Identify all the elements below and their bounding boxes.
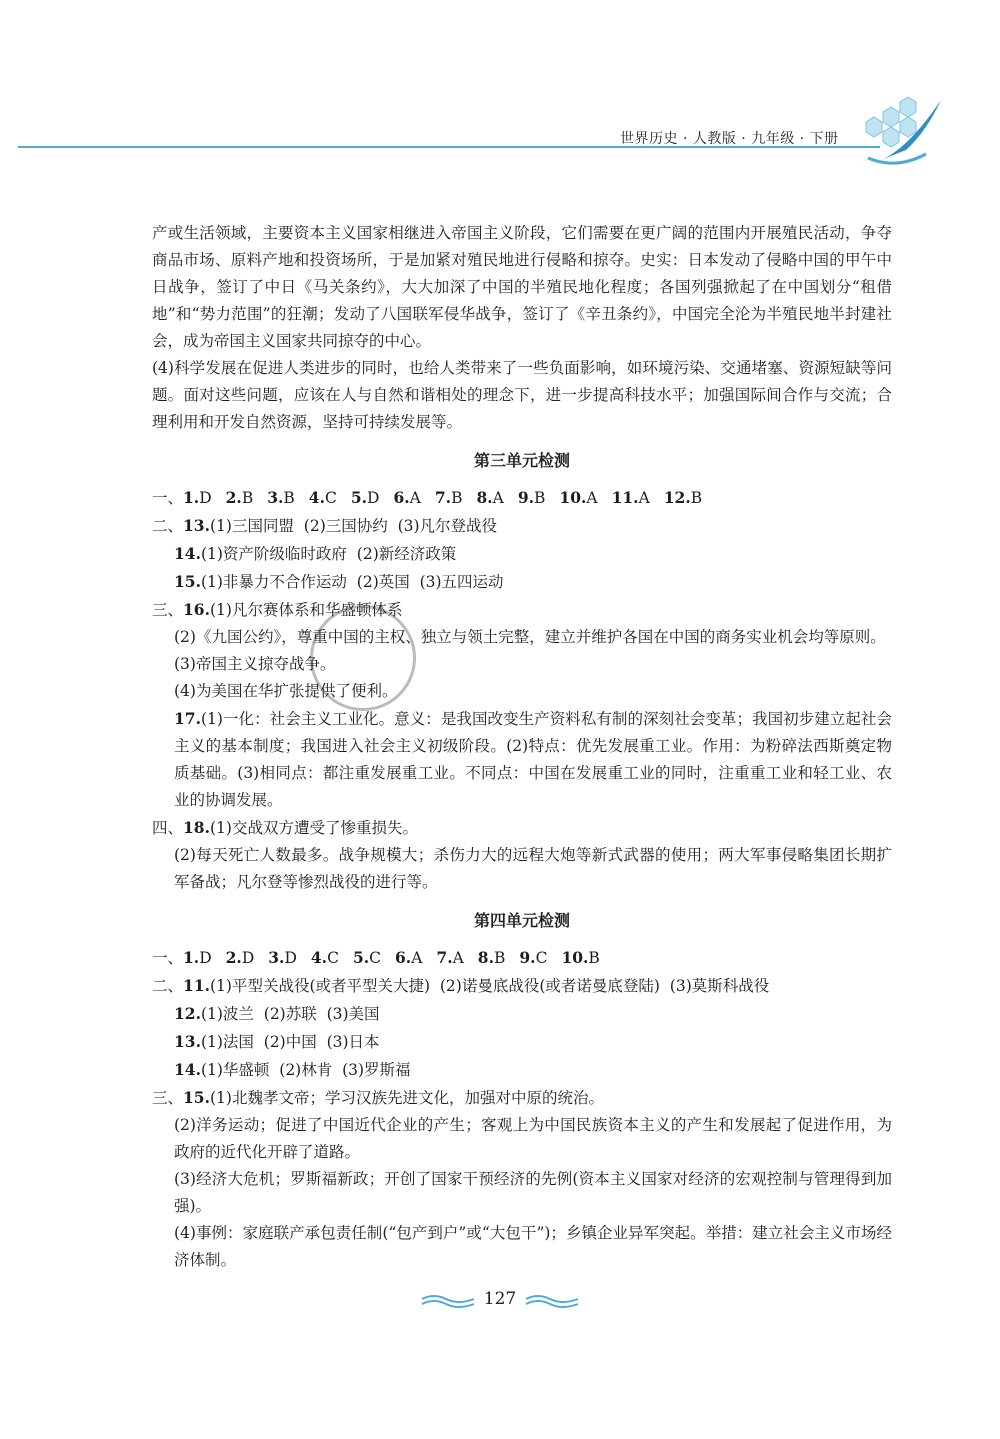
answer-line: 四、18.(1)交战双方遭受了惨重损失。 bbox=[152, 818, 418, 837]
answer-line: 15.(1)非暴力不合作运动 (2)英国 (3)五四运动 bbox=[174, 572, 504, 591]
answer-line: 12.(1)波兰 (2)苏联 (3)美国 bbox=[174, 1004, 380, 1023]
wave-left-icon bbox=[420, 1293, 476, 1309]
sub-answer: (3)经济大危机；罗斯福新政；开创了国家干预经济的先例(资本主义国家对经济的宏观控制与管理得到加强)。 bbox=[174, 1170, 892, 1215]
answer-line: 13.(1)法国 (2)中国 (3)日本 bbox=[174, 1032, 380, 1051]
answer-line: 14.(1)华盛顿 (2)林肯 (3)罗斯福 bbox=[174, 1060, 411, 1079]
header-title: 世界历史 · 人教版 · 九年级 · 下册 bbox=[620, 131, 839, 147]
wave-right-icon bbox=[524, 1293, 580, 1309]
answer-line: 二、11.(1)平型关战役(或者平型关大捷) (2)诺曼底战役(或者诺曼底登陆) (3)莫斯科战役 bbox=[152, 976, 770, 995]
hexagon-quill-icon bbox=[846, 92, 958, 170]
answer-line: 14.(1)资产阶级临时政府 (2)新经济政策 bbox=[174, 544, 457, 563]
mc-answers: 一、1.D 2.D 3.D 4.C 5.C 6.A 7.A 8.B 9.C 10.B bbox=[152, 948, 600, 967]
continuation-paragraph: (4)科学发展在促进人类进步的同时，也给人类带来了一些负面影响，如环境污染、交通堵塞、资源短缺等问题。面对这些问题，应该在人与自然和谐相处的理念下，进一步提高科技水平；加强国际间合作与交流；合理利用和开发自然资源，坚持可持续发展等。 bbox=[152, 359, 892, 431]
sub-answer: (4)为美国在华扩张提供了便利。 bbox=[174, 682, 398, 700]
sub-answer: (2)每天死亡人数最多。战争规模大；杀伤力大的远程大炮等新式武器的使用；两大军事侵略集团长期扩军备战；凡尔登等惨烈战役的进行等。 bbox=[174, 846, 892, 891]
answer-line: 三、15.(1)北魏孝文帝；学习汉族先进文化，加强对中原的统治。 bbox=[152, 1088, 604, 1107]
answer-line: 三、16.(1)凡尔赛体系和华盛顿体系 bbox=[152, 600, 403, 619]
sub-answer: (2)《九国公约》，尊重中国的主权、独立与领土完整，建立并维护各国在中国的商务实业机会均等原则。 bbox=[174, 628, 886, 646]
continuation-paragraph: 产或生活领域，主要资本主义国家相继进入帝国主义阶段，它们需要在更广阔的范围内开展殖民活动，争夺商品市场、原料产地和投资场所，于是加紧对殖民地进行侵略和掠夺。史实：日本发动了侵略中国的甲午中日战争，签订了中日《马关条约》，大大加深了中国的半殖民地化程度；各国列强掀起了在中国划分“租借地”和“势力范围”的狂潮；发动了八国联军侵华战争，签订了《辛丑条约》，中国完全沦为半殖民地半封建社会，成为帝国主义国家共同掠夺的中心。 bbox=[152, 224, 892, 350]
page-number: 127 bbox=[483, 1289, 517, 1309]
sub-answer: (3)帝国主义掠夺战争。 bbox=[174, 655, 336, 673]
section-title-unit3: 第三单元检测 bbox=[473, 451, 570, 470]
answer-paragraph: 17.(1)一化：社会主义工业化。意义：是我国改变生产资料私有制的深刻社会变革；我国初步建立起社会主义的基本制度；我国进入社会主义初级阶段。(2)特点：优先发展重工业。作用：为粉碎法西斯奠定物质基础。(3)相同点：都注重发展重工业。不同点：中国在发展重工业的同时，注重重工业和轻工业、农业的协调发展。 bbox=[174, 709, 892, 809]
sub-answer: (2)洋务运动；促进了中国近代企业的产生；客观上为中国民族资本主义的产生和发展起了促进作用，为政府的近代化开辟了道路。 bbox=[174, 1116, 892, 1161]
page-footer bbox=[420, 1287, 580, 1311]
answer-line: 二、13.(1)三国同盟 (2)三国协约 (3)凡尔登战役 bbox=[152, 516, 498, 535]
sub-answer: (4)事例：家庭联产承包责任制(“包产到户”或“大包干”)；乡镇企业异军突起。举措：建立社会主义市场经济体制。 bbox=[174, 1224, 892, 1269]
answer-content bbox=[152, 220, 892, 1274]
section-title-unit4: 第四单元检测 bbox=[473, 911, 570, 930]
mc-answers: 一、1.D 2.B 3.B 4.C 5.D 6.A 7.B 8.A 9.B 10.A 11.A 12.B bbox=[152, 488, 703, 507]
